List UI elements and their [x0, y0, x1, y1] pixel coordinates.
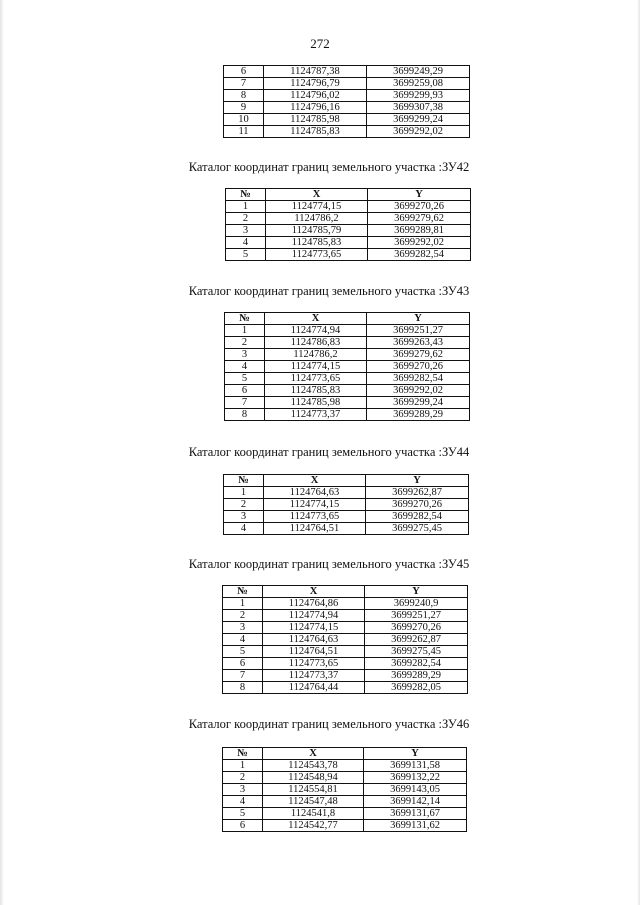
y-coordinate: 3699292,02: [368, 237, 471, 249]
x-coordinate: 1124785,98: [265, 397, 367, 409]
y-coordinate: 3699289,81: [368, 225, 471, 237]
table-header-row: [223, 748, 467, 760]
y-coordinate: 3699270,26: [367, 361, 470, 373]
table-row: [223, 808, 467, 820]
table-row: [223, 622, 468, 634]
table-header-row: [226, 189, 471, 201]
x-coordinate: 1124554,81: [263, 784, 364, 796]
section-caption: Каталог координат границ земельного участка :ЗУ42: [188, 160, 470, 174]
x-coordinate: 1124548,94: [263, 772, 364, 784]
column-header-y: Y: [368, 189, 471, 201]
x-coordinate: 1124796,16: [264, 102, 367, 114]
coordinate-table: [225, 188, 471, 261]
table-row: [224, 499, 469, 511]
x-coordinate: 1124785,83: [264, 126, 367, 138]
y-coordinate: 3699251,27: [365, 610, 468, 622]
y-coordinate: 3699142,14: [364, 796, 467, 808]
table-row: [225, 373, 470, 385]
y-coordinate: 3699240,9: [365, 598, 468, 610]
table-row: [225, 397, 470, 409]
x-coordinate: 1124774,94: [263, 610, 365, 622]
table-row: [224, 114, 470, 126]
table-row: [225, 361, 470, 373]
x-coordinate: 1124774,15: [266, 201, 368, 213]
table-row: [223, 796, 467, 808]
column-header-x: X: [264, 475, 366, 487]
point-number: 2: [225, 337, 265, 349]
coordinate-table: [224, 312, 470, 421]
table-row: [224, 90, 470, 102]
x-coordinate: 1124796,02: [264, 90, 367, 102]
x-coordinate: 1124543,78: [263, 760, 364, 772]
column-header-number: №: [226, 189, 266, 201]
section-caption: Каталог координат границ земельного участка :ЗУ44: [188, 445, 470, 459]
table-row: [223, 772, 467, 784]
column-header-y: Y: [365, 586, 468, 598]
coordinate-table: [222, 585, 468, 694]
x-coordinate: 1124542,77: [263, 820, 364, 832]
x-coordinate: 1124774,15: [263, 622, 365, 634]
table-row: [226, 225, 471, 237]
y-coordinate: 3699307,38: [367, 102, 470, 114]
point-number: 3: [225, 349, 265, 361]
point-number: 6: [223, 658, 263, 670]
y-coordinate: 3699282,54: [366, 511, 469, 523]
table-row: [224, 487, 469, 499]
table-header-row: [223, 586, 468, 598]
column-header-x: X: [266, 189, 368, 201]
column-header-y: Y: [366, 475, 469, 487]
x-coordinate: 1124773,65: [265, 373, 367, 385]
y-coordinate: 3699282,05: [365, 682, 468, 694]
y-coordinate: 3699249,29: [367, 66, 470, 78]
y-coordinate: 3699292,02: [367, 385, 470, 397]
x-coordinate: 1124787,38: [264, 66, 367, 78]
y-coordinate: 3699282,54: [367, 373, 470, 385]
x-coordinate: 1124774,15: [265, 361, 367, 373]
table-row: [223, 670, 468, 682]
y-coordinate: 3699131,58: [364, 760, 467, 772]
y-coordinate: 3699282,54: [368, 249, 471, 261]
y-coordinate: 3699131,67: [364, 808, 467, 820]
page-number: 272: [310, 36, 330, 51]
column-header-y: Y: [364, 748, 467, 760]
table-row: [223, 820, 467, 832]
y-coordinate: 3699131,62: [364, 820, 467, 832]
y-coordinate: 3699132,22: [364, 772, 467, 784]
x-coordinate: 1124774,15: [264, 499, 366, 511]
point-number: 1: [223, 760, 263, 772]
point-number: 6: [224, 66, 264, 78]
point-number: 3: [226, 225, 266, 237]
table-row: [225, 409, 470, 421]
point-number: 2: [224, 499, 264, 511]
x-coordinate: 1124796,79: [264, 78, 367, 90]
y-coordinate: 3699292,02: [367, 126, 470, 138]
point-number: 3: [224, 511, 264, 523]
x-coordinate: 1124764,86: [263, 598, 365, 610]
table-row: [224, 102, 470, 114]
point-number: 2: [226, 213, 266, 225]
x-coordinate: 1124541,8: [263, 808, 364, 820]
y-coordinate: 3699259,08: [367, 78, 470, 90]
y-coordinate: 3699279,62: [367, 349, 470, 361]
column-header-number: №: [223, 748, 263, 760]
y-coordinate: 3699279,62: [368, 213, 471, 225]
point-number: 8: [224, 90, 264, 102]
x-coordinate: 1124786,2: [266, 213, 368, 225]
y-coordinate: 3699289,29: [367, 409, 470, 421]
table-row: [225, 337, 470, 349]
column-header-x: X: [265, 313, 367, 325]
point-number: 5: [223, 646, 263, 658]
table-row: [223, 658, 468, 670]
table-row: [226, 213, 471, 225]
point-number: 8: [223, 682, 263, 694]
x-coordinate: 1124547,48: [263, 796, 364, 808]
table-row: [226, 201, 471, 213]
column-header-x: X: [263, 586, 365, 598]
y-coordinate: 3699251,27: [367, 325, 470, 337]
table-row: [224, 126, 470, 138]
table-row: [224, 78, 470, 90]
point-number: 11: [224, 126, 264, 138]
point-number: 2: [223, 772, 263, 784]
column-header-number: №: [225, 313, 265, 325]
table-row: [223, 784, 467, 796]
point-number: 5: [223, 808, 263, 820]
y-coordinate: 3699299,24: [367, 114, 470, 126]
point-number: 6: [223, 820, 263, 832]
point-number: 9: [224, 102, 264, 114]
y-coordinate: 3699289,29: [365, 670, 468, 682]
point-number: 5: [226, 249, 266, 261]
table-row: [223, 634, 468, 646]
x-coordinate: 1124785,83: [265, 385, 367, 397]
x-coordinate: 1124773,37: [263, 670, 365, 682]
point-number: 3: [223, 784, 263, 796]
section-caption: Каталог координат границ земельного участка :ЗУ45: [188, 557, 470, 571]
table-row: [223, 610, 468, 622]
table-row: [225, 325, 470, 337]
y-coordinate: 3699282,54: [365, 658, 468, 670]
coordinate-table: [223, 474, 469, 535]
y-coordinate: 3699262,87: [365, 634, 468, 646]
x-coordinate: 1124785,79: [266, 225, 368, 237]
x-coordinate: 1124773,65: [266, 249, 368, 261]
point-number: 7: [223, 670, 263, 682]
point-number: 10: [224, 114, 264, 126]
y-coordinate: 3699270,26: [366, 499, 469, 511]
section-caption: Каталог координат границ земельного участка :ЗУ46: [188, 717, 470, 731]
table-header-row: [224, 475, 469, 487]
column-header-number: №: [224, 475, 264, 487]
x-coordinate: 1124785,83: [266, 237, 368, 249]
table-row: [225, 349, 470, 361]
section-caption: Каталог координат границ земельного участка :ЗУ43: [188, 284, 470, 298]
point-number: 2: [223, 610, 263, 622]
x-coordinate: 1124786,2: [265, 349, 367, 361]
x-coordinate: 1124764,44: [263, 682, 365, 694]
x-coordinate: 1124773,37: [265, 409, 367, 421]
x-coordinate: 1124774,94: [265, 325, 367, 337]
point-number: 7: [224, 78, 264, 90]
table-row: [224, 523, 469, 535]
point-number: 6: [225, 385, 265, 397]
point-number: 8: [225, 409, 265, 421]
column-header-y: Y: [367, 313, 470, 325]
table-row: [226, 237, 471, 249]
y-coordinate: 3699270,26: [365, 622, 468, 634]
x-coordinate: 1124786,83: [265, 337, 367, 349]
x-coordinate: 1124764,63: [264, 487, 366, 499]
y-coordinate: 3699299,24: [367, 397, 470, 409]
coordinate-table-continued: [223, 65, 470, 138]
point-number: 1: [224, 487, 264, 499]
point-number: 4: [223, 796, 263, 808]
point-number: 7: [225, 397, 265, 409]
point-number: 4: [224, 523, 264, 535]
y-coordinate: 3699263,43: [367, 337, 470, 349]
point-number: 1: [223, 598, 263, 610]
column-header-number: №: [223, 586, 263, 598]
x-coordinate: 1124764,63: [263, 634, 365, 646]
table-row: [223, 598, 468, 610]
point-number: 1: [226, 201, 266, 213]
coordinate-table: [222, 747, 467, 832]
y-coordinate: 3699299,93: [367, 90, 470, 102]
y-coordinate: 3699262,87: [366, 487, 469, 499]
table-row: [225, 385, 470, 397]
y-coordinate: 3699270,26: [368, 201, 471, 213]
point-number: 3: [223, 622, 263, 634]
table-row: [223, 682, 468, 694]
y-coordinate: 3699143,05: [364, 784, 467, 796]
table-row: [224, 66, 470, 78]
x-coordinate: 1124764,51: [264, 523, 366, 535]
y-coordinate: 3699275,45: [365, 646, 468, 658]
column-header-x: X: [263, 748, 364, 760]
x-coordinate: 1124764,51: [263, 646, 365, 658]
point-number: 4: [226, 237, 266, 249]
point-number: 5: [225, 373, 265, 385]
y-coordinate: 3699275,45: [366, 523, 469, 535]
table-row: [223, 760, 467, 772]
table-header-row: [225, 313, 470, 325]
point-number: 4: [223, 634, 263, 646]
point-number: 4: [225, 361, 265, 373]
table-row: [224, 511, 469, 523]
table-row: [223, 646, 468, 658]
table-row: [226, 249, 471, 261]
x-coordinate: 1124773,65: [264, 511, 366, 523]
x-coordinate: 1124785,98: [264, 114, 367, 126]
x-coordinate: 1124773,65: [263, 658, 365, 670]
point-number: 1: [225, 325, 265, 337]
